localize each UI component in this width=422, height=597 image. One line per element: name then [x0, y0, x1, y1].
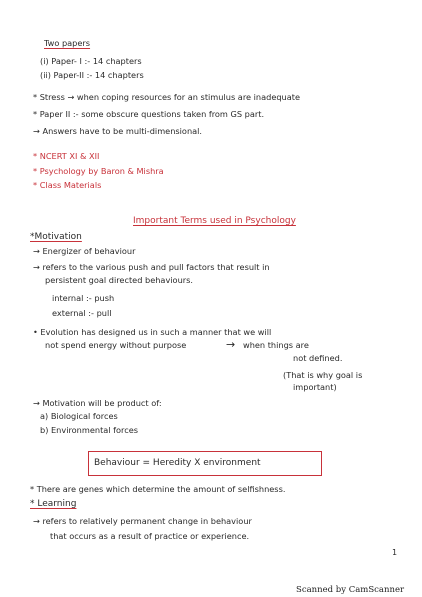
product-line: → Motivation will be product of:: [33, 398, 162, 408]
learning-line-1: → refers to relatively permanent change in behaviour: [33, 516, 252, 526]
learning-line-2: that occurs as a result of practice or experience.: [50, 531, 250, 541]
motivation-line-2a: → refers to the various push and pull factors that result in: [33, 262, 270, 272]
genes-note: * There are genes which determine the amount of selfishness.: [30, 484, 286, 494]
reference-item: * Psychology by Baron & Mishra: [33, 166, 164, 176]
why-line-b: important): [293, 382, 337, 392]
when-line-a: when things are: [243, 340, 309, 350]
paper-2-line: (ii) Paper-II :- 14 chapters: [40, 70, 144, 80]
motivation-line-1: → Energizer of behaviour: [33, 246, 136, 256]
learning-heading: * Learning: [30, 499, 77, 509]
papers-heading: Two papers: [44, 38, 91, 48]
environmental-forces: b) Environmental forces: [40, 425, 139, 435]
paper-2-note: * Paper II :- some obscure questions taken from GS part.: [33, 109, 265, 119]
when-line-b: not defined.: [293, 353, 343, 363]
evolution-line-a: • Evolution has designed us in such a manner that we will: [33, 327, 272, 337]
stress-note: * Stress → when coping resources for an stimulus are inadequate: [33, 92, 301, 102]
internal-push: internal :- push: [52, 293, 115, 303]
paper-1-line: (i) Paper- I :- 14 chapters: [40, 56, 142, 66]
motivation-heading: *Motivation: [30, 232, 82, 242]
reference-item: * NCERT XI & XII: [33, 151, 100, 161]
scanner-watermark: Scanned by CamScanner: [296, 585, 405, 595]
formula-text: Behaviour = Heredity X environment: [94, 458, 261, 468]
arrow-glyph: →: [226, 338, 236, 351]
motivation-line-2b: persistent goal directed behaviours.: [45, 275, 193, 285]
external-pull: external :- pull: [52, 308, 112, 318]
evolution-line-b: not spend energy without purpose: [45, 340, 187, 350]
biological-forces: a) Biological forces: [40, 411, 118, 421]
page-number: 1: [392, 548, 398, 557]
why-line-a: (That is why goal is: [283, 370, 363, 380]
section-title: Important Terms used in Psychology: [133, 216, 296, 226]
answers-note: → Answers have to be multi-dimensional.: [33, 126, 203, 136]
reference-item: * Class Materials: [33, 180, 102, 190]
